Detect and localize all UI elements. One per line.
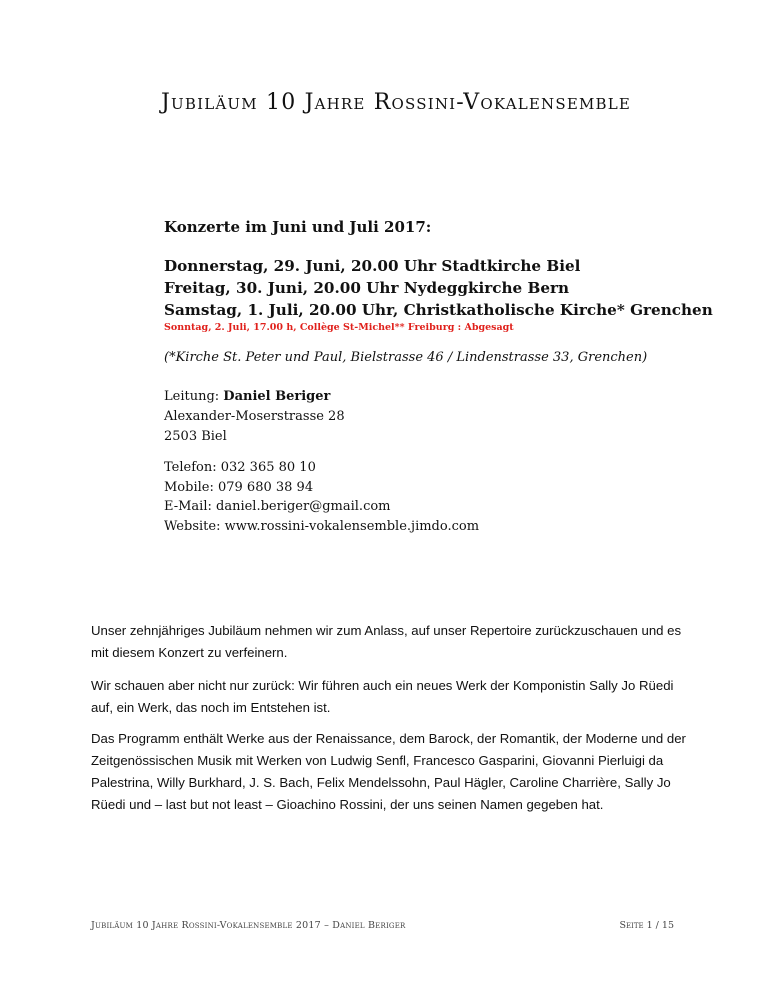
footer-title: Jubiläum 10 Jahre Rossini-Vokalensemble 2017 – Daniel Beriger (91, 920, 406, 931)
leitung-line (164, 387, 724, 407)
page-number: Seite 1 / 15 (619, 920, 674, 931)
document-title: Jubiläum 10 Jahre Rossini-Vokalensemble (161, 90, 632, 115)
email-line: E-Mail: daniel.beriger@gmail.com (164, 499, 391, 514)
concert-item: Samstag, 1. Juli, 20.00 Uhr, Christkatholische Kirche* Grenchen (164, 301, 713, 319)
concerts-heading: Konzerte im Juni und Juli 2017: (164, 218, 432, 236)
cancelled-concert-note: Sonntag, 2. Juli, 17.00 h, Collège St-Michel** Freiburg : Abgesagt (164, 322, 514, 333)
mobile-line: Mobile: 079 680 38 94 (164, 479, 314, 495)
street-address: Alexander-Moserstrasse 28 (164, 409, 345, 424)
paragraph-new-work: Wir schauen aber nicht nur zurück: Wir führen auch ein neues Werk der Komponistin Sally Jo Rüedi auf, ein Werk, das noch im Entstehen ist. (91, 678, 674, 715)
concert-item: Donnerstag, 29. Juni, 20.00 Uhr Stadtkirche Biel (164, 257, 581, 275)
concert-list (164, 255, 724, 333)
contact-address (164, 387, 724, 447)
paragraph-programme: Das Programm enthält Werke aus der Renaissance, dem Barock, der Romantik, der Moderne und der Zeitgenössischen Musik mit Werken von Ludwig Senfl, Francesco Gasparini, Giovanni Pierluigi da Palestrina, Willy Burkhard, J. S. Bach, Felix Mendelssohn, Paul Hägler, Caroline Charrière, Sally Jo Rüedi und – last but not least – Gioachino Rossini, der uns seinen Namen gegeben hat. (91, 731, 686, 812)
concert-item: Freitag, 30. Juni, 20.00 Uhr Nydeggkirche Bern (164, 279, 570, 297)
leitung-name: Daniel Beriger (223, 389, 331, 404)
contact-details (164, 458, 724, 536)
telefon-line: Telefon: 032 365 80 10 (164, 460, 316, 475)
website-line: Website: www.rossini-vokalensemble.jimdo.com (164, 518, 480, 534)
venue-note: (*Kirche St. Peter und Paul, Bielstrasse 46 / Lindenstrasse 33, Grenchen) (164, 350, 648, 365)
city-address: 2503 Biel (164, 429, 227, 444)
paragraph-intro: Unser zehnjähriges Jubiläum nehmen wir zum Anlass, auf unser Repertoire zurückzuschauen und es mit diesem Konzert zu verfeinern. (91, 623, 682, 660)
leitung-label: Leitung: (164, 389, 220, 404)
